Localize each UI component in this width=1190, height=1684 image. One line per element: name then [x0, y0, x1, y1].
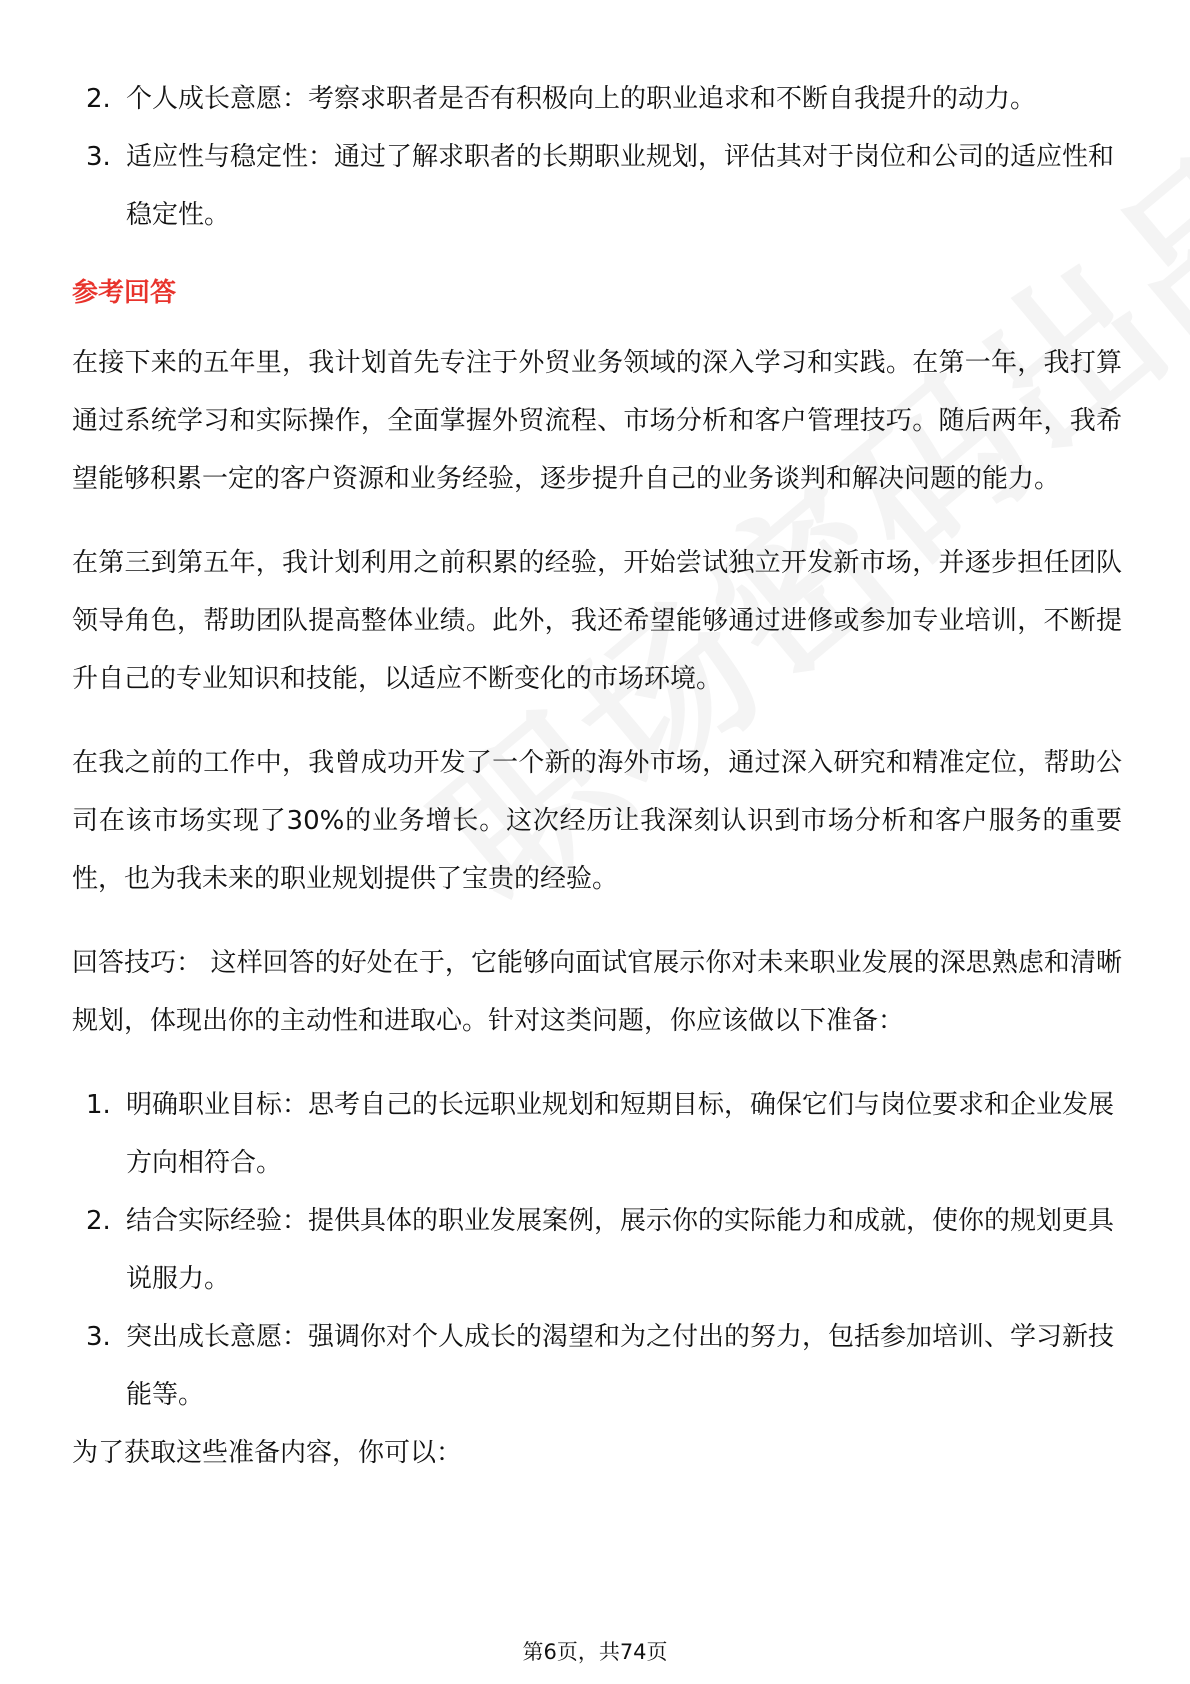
list-text: 个人成长意愿：考察求职者是否有积极向上的职业追求和不断自我提升的动力。 [126, 84, 1037, 114]
list-number: 2. [86, 84, 111, 114]
section-title: 参考回答 [72, 278, 177, 308]
list-text: 明确职业目标：思考自己的长远职业规划和短期目标，确保它们与岗位要求和企业发展方向相符合。 [126, 1090, 1115, 1178]
list-number: 3. [86, 142, 111, 172]
evaluation-list [72, 70, 1122, 244]
list-number: 3. [86, 1322, 111, 1352]
list-text: 结合实际经验：提供具体的职业发展案例，展示你的实际能力和成就，使你的规划更具说服力。 [126, 1206, 1115, 1294]
answer-paragraph: 在第三到第五年，我计划利用之前积累的经验，开始尝试独立开发新市场，并逐步担任团队领导角色，帮助团队提高整体业绩。此外，我还希望能够通过进修或参加专业培训，不断提升自己的专业知识和技能，以适应不断变化的市场环境。 [72, 548, 1122, 694]
list-number: 2. [86, 1206, 111, 1236]
answer-paragraph: 在我之前的工作中，我曾成功开发了一个新的海外市场，通过深入研究和精准定位，帮助公司在该市场实现了30%的业务增长。这次经历让我深刻认识到市场分析和客户服务的重要性，也为我未来的职业规划提供了宝贵的经验。 [72, 748, 1122, 894]
tips-list [72, 1076, 1122, 1424]
page-footer: 第6页，共74页 [522, 1640, 668, 1664]
list-item [72, 1076, 1122, 1192]
tips-paragraph: 回答技巧： 这样回答的好处在于，它能够向面试官展示你对未来职业发展的深思熟虑和清晰规划，体现出你的主动性和进取心。针对这类问题，你应该做以下准备： [72, 948, 1122, 1036]
list-text: 突出成长意愿：强调你对个人成长的渴望和为之付出的努力，包括参加培训、学习新技能等。 [126, 1322, 1115, 1410]
closing-paragraph: 为了获取这些准备内容，你可以： [72, 1438, 463, 1468]
list-item [72, 1192, 1122, 1308]
list-item [72, 1308, 1122, 1424]
list-item [72, 70, 1122, 128]
page-content [72, 70, 1122, 1508]
list-item [72, 128, 1122, 244]
list-number: 1. [86, 1090, 111, 1120]
answer-paragraph: 在接下来的五年里，我计划首先专注于外贸业务领域的深入学习和实践。在第一年，我打算通过系统学习和实际操作，全面掌握外贸流程、市场分析和客户管理技巧。随后两年，我希望能够积累一定的客户资源和业务经验，逐步提升自己的业务谈判和解决问题的能力。 [72, 348, 1122, 494]
list-text: 适应性与稳定性：通过了解求职者的长期职业规划，评估其对于岗位和公司的适应性和稳定性。 [126, 142, 1115, 230]
